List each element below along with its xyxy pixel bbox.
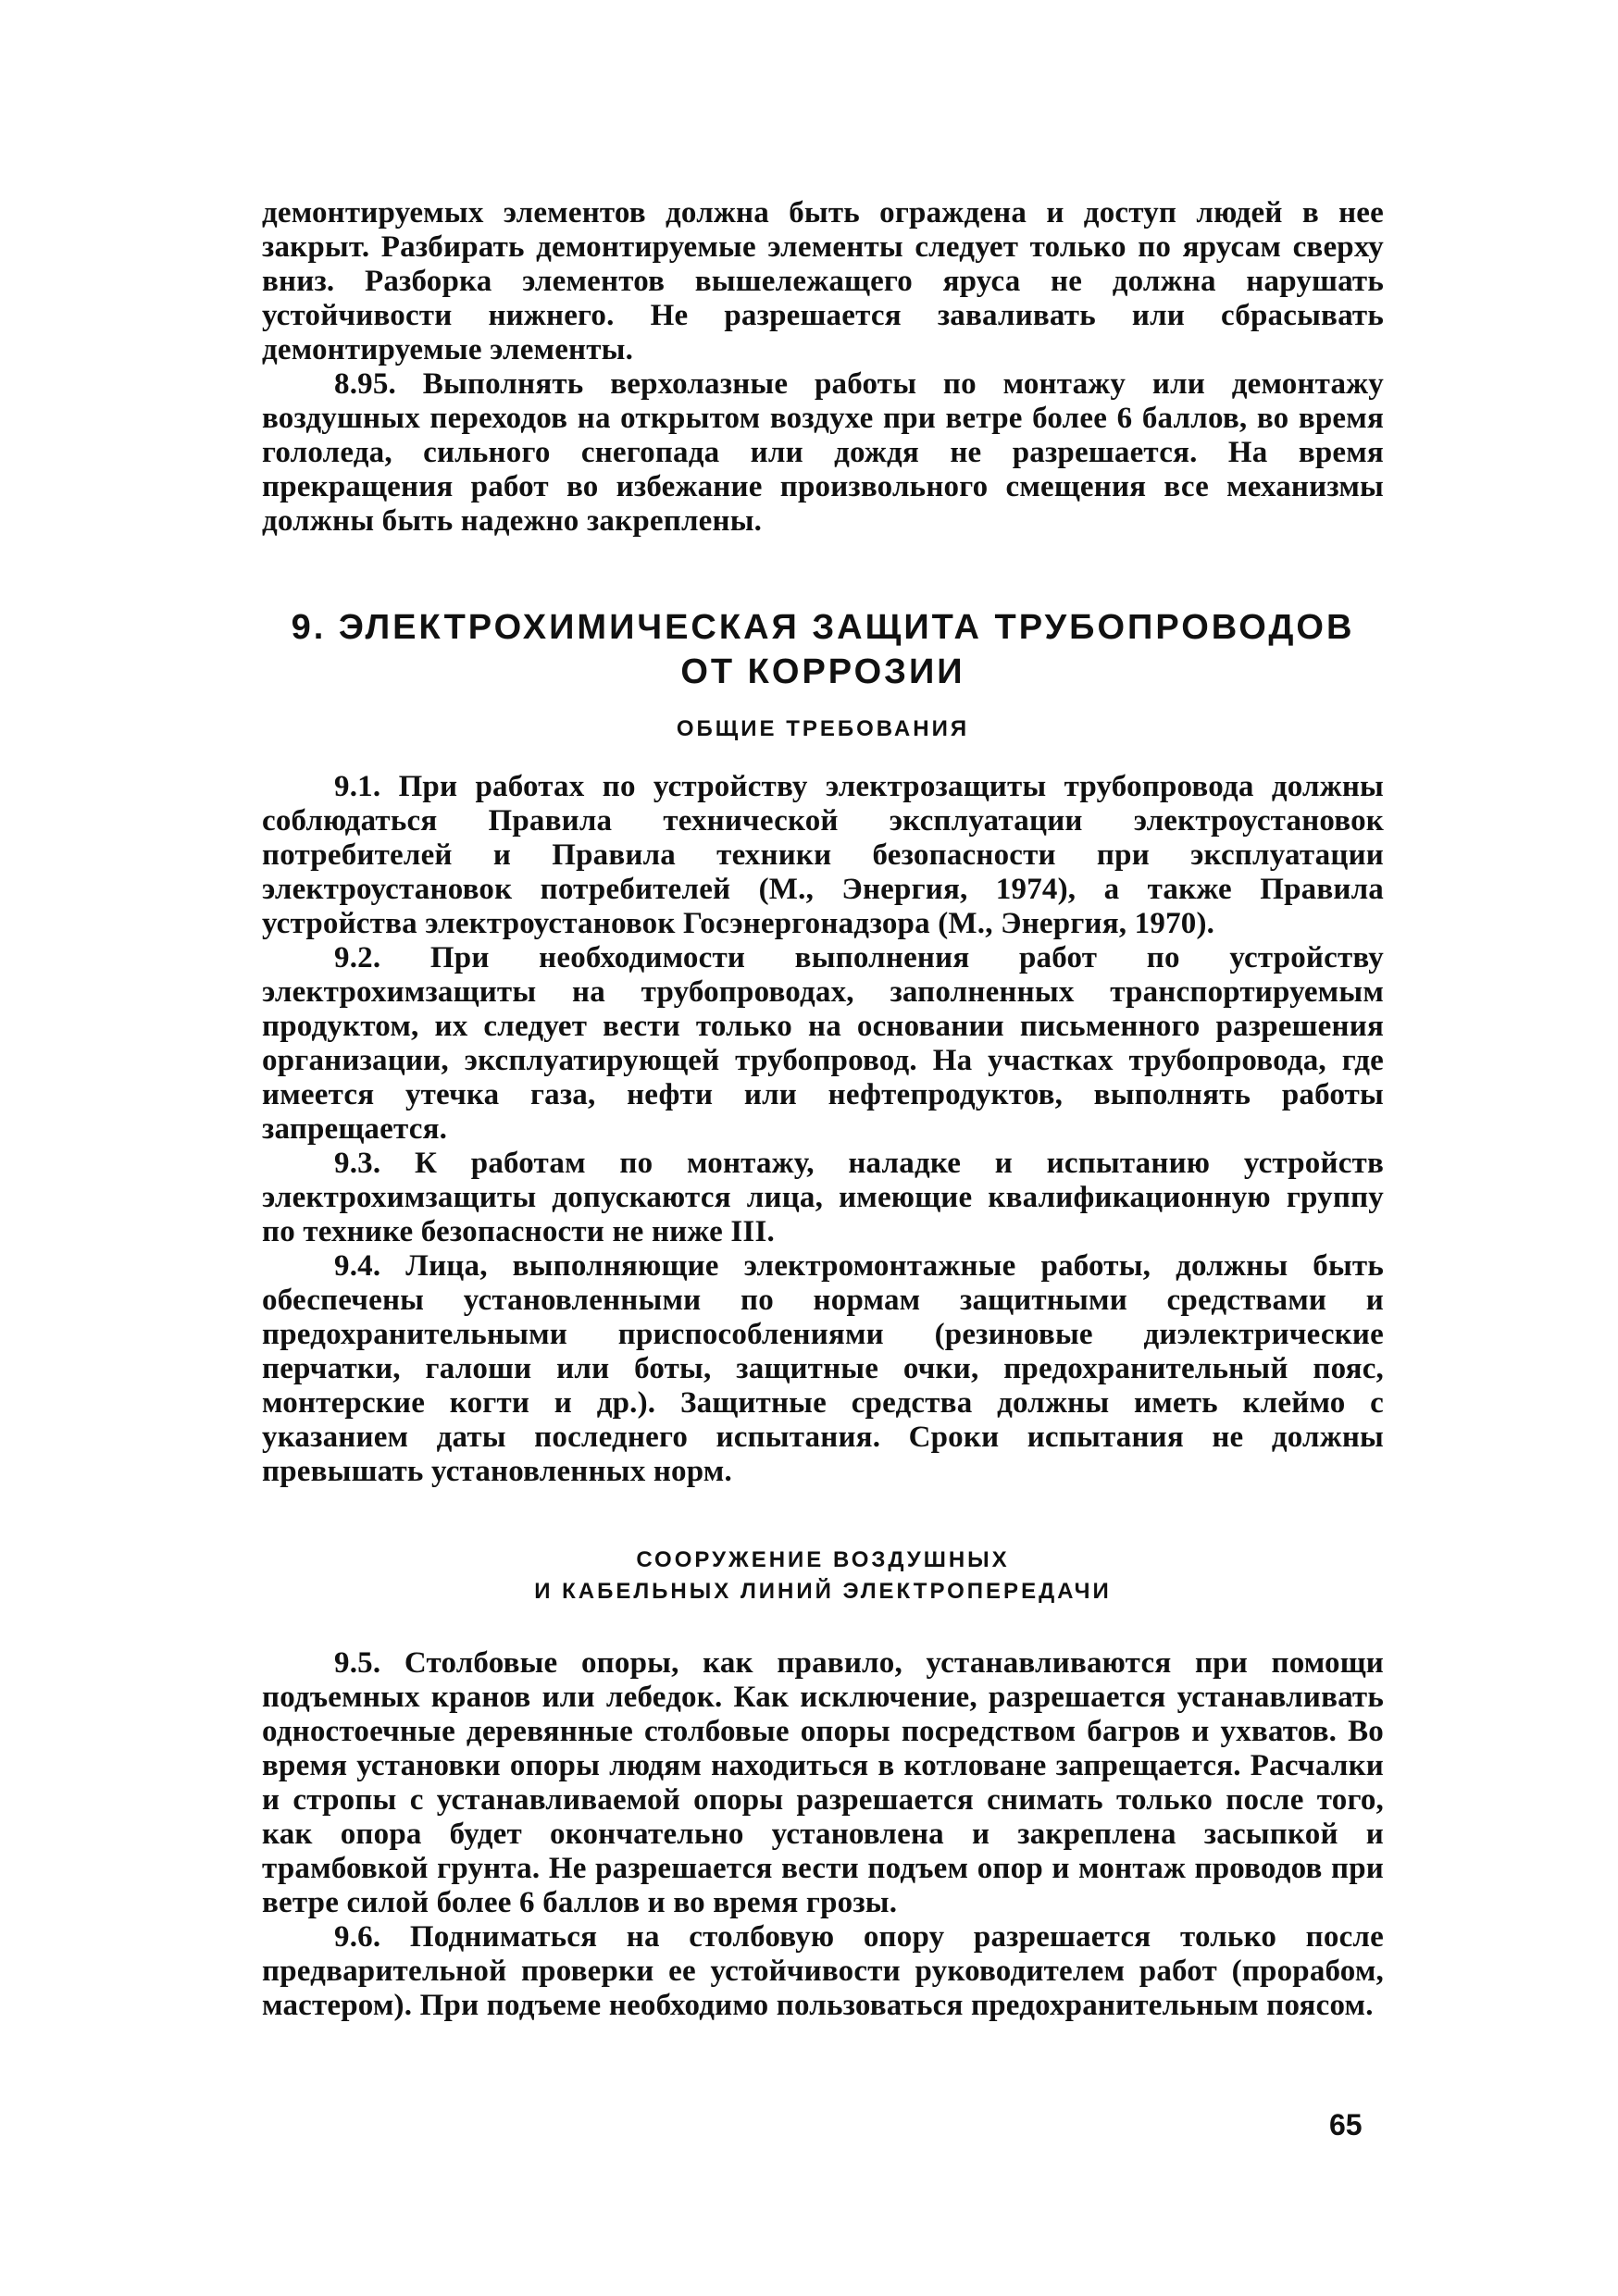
subheading-power-lines-line-2: И КАБЕЛЬНЫХ ЛИНИЙ ЭЛЕКТРОПЕРЕДАЧИ [534,1579,1112,1604]
document-page [262,196,1384,2023]
paragraph-9-1: 9.1. При работах по устройству электрозащиты трубопровода должны соблюдаться Правила технической эксплуатации электроустановок потребителей и Правила техники безопасности при эксплуатации электроустановок потребителей (М., Энергия, 1974), а также Правила устройства электроустановок Госэнергонадзора (М., Энергия, 1970). [262,770,1384,940]
paragraph-9-6: 9.6. Подниматься на столбовую опору разрешается только после предварительной проверки ее устойчивости руководителем работ (прорабом, мастером). При подъеме необходимо пользоваться предохранительным поясом. [262,1920,1384,2022]
page-number: 65 [1329,2108,1363,2141]
intro-paragraph: демонтируемых элементов должна быть ограждена и доступ людей в нее закрыт. Разбирать демонтируемые элементы следует только по ярусам сверху вниз. Разборка элементов вышележащего яруса не должна нарушать устойчивости нижнего. Не разрешается заваливать или сбрасывать демонтируемые элементы. [262,196,1384,366]
paragraph-9-5: 9.5. Столбовые опоры, как правило, устанавливаются при помощи подъемных кранов или лебедок. Как исключение, разрешается устанавливать одностоечные деревянные столбовые опоры посредством багров и ухватов. Во время установки опоры людям находиться в котловане запрещается. Расчалки и стропы с устанавливаемой опоры разрешается снимать только после того, как опора будет окончательно установлена и закреплена засыпкой и трамбовкой грунта. Не разрешается вести подъем опор и монтаж проводов при ветре силой более 6 баллов и во время грозы. [262,1646,1384,1919]
subheading-general-requirements: ОБЩИЕ ТРЕБОВАНИЯ [676,716,970,741]
paragraph-9-4: 9.4. Лица, выполняющие электромонтажные работы, должны быть обеспечены установленными по нормам защитными средствами и предохранительными приспособлениями (резиновые диэлектрические перчатки, галоши или боты, защитные очки, предохранительный пояс, монтерские когти и др.). Защитные средства должны иметь клеймо с указанием даты последнего испытания. Сроки испытания не должны превышать установленных норм. [262,1249,1384,1488]
section-title-line-2: ОТ КОРРОЗИИ [680,652,965,691]
subheading-power-lines-line-1: СООРУЖЕНИЕ ВОЗДУШНЫХ [636,1547,1010,1572]
paragraph-8-95: 8.95. Выполнять верхолазные работы по монтажу или демонтажу воздушных переходов на открытом воздухе при ветре более 6 баллов, во время гололеда, сильного снегопада или дождя не разрешается. На время прекращения работ во избежание произвольного смещения все механизмы должны быть надежно закреплены. [262,367,1384,538]
paragraph-9-2: 9.2. При необходимости выполнения работ по устройству электрохимзащиты на трубопроводах, заполненных транспортируемым продуктом, их следует вести только на основании письменного разрешения организации, эксплуатирующей трубопровод. На участках трубопровода, где имеется утечка газа, нефти или нефтепродуктов, выполнять работы запрещается. [262,941,1384,1146]
subheading-power-lines [262,1545,1384,1607]
section-title-line-1: 9. ЭЛЕКТРОХИМИЧЕСКАЯ ЗАЩИТА ТРУБОПРОВОДОВ [291,608,1355,647]
section-title [262,605,1384,694]
paragraph-9-3: 9.3. К работам по монтажу, наладке и испытанию устройств электрохимзащиты допускаются лица, имеющие квалификационную группу по технике безопасности не ниже III. [262,1147,1384,1248]
